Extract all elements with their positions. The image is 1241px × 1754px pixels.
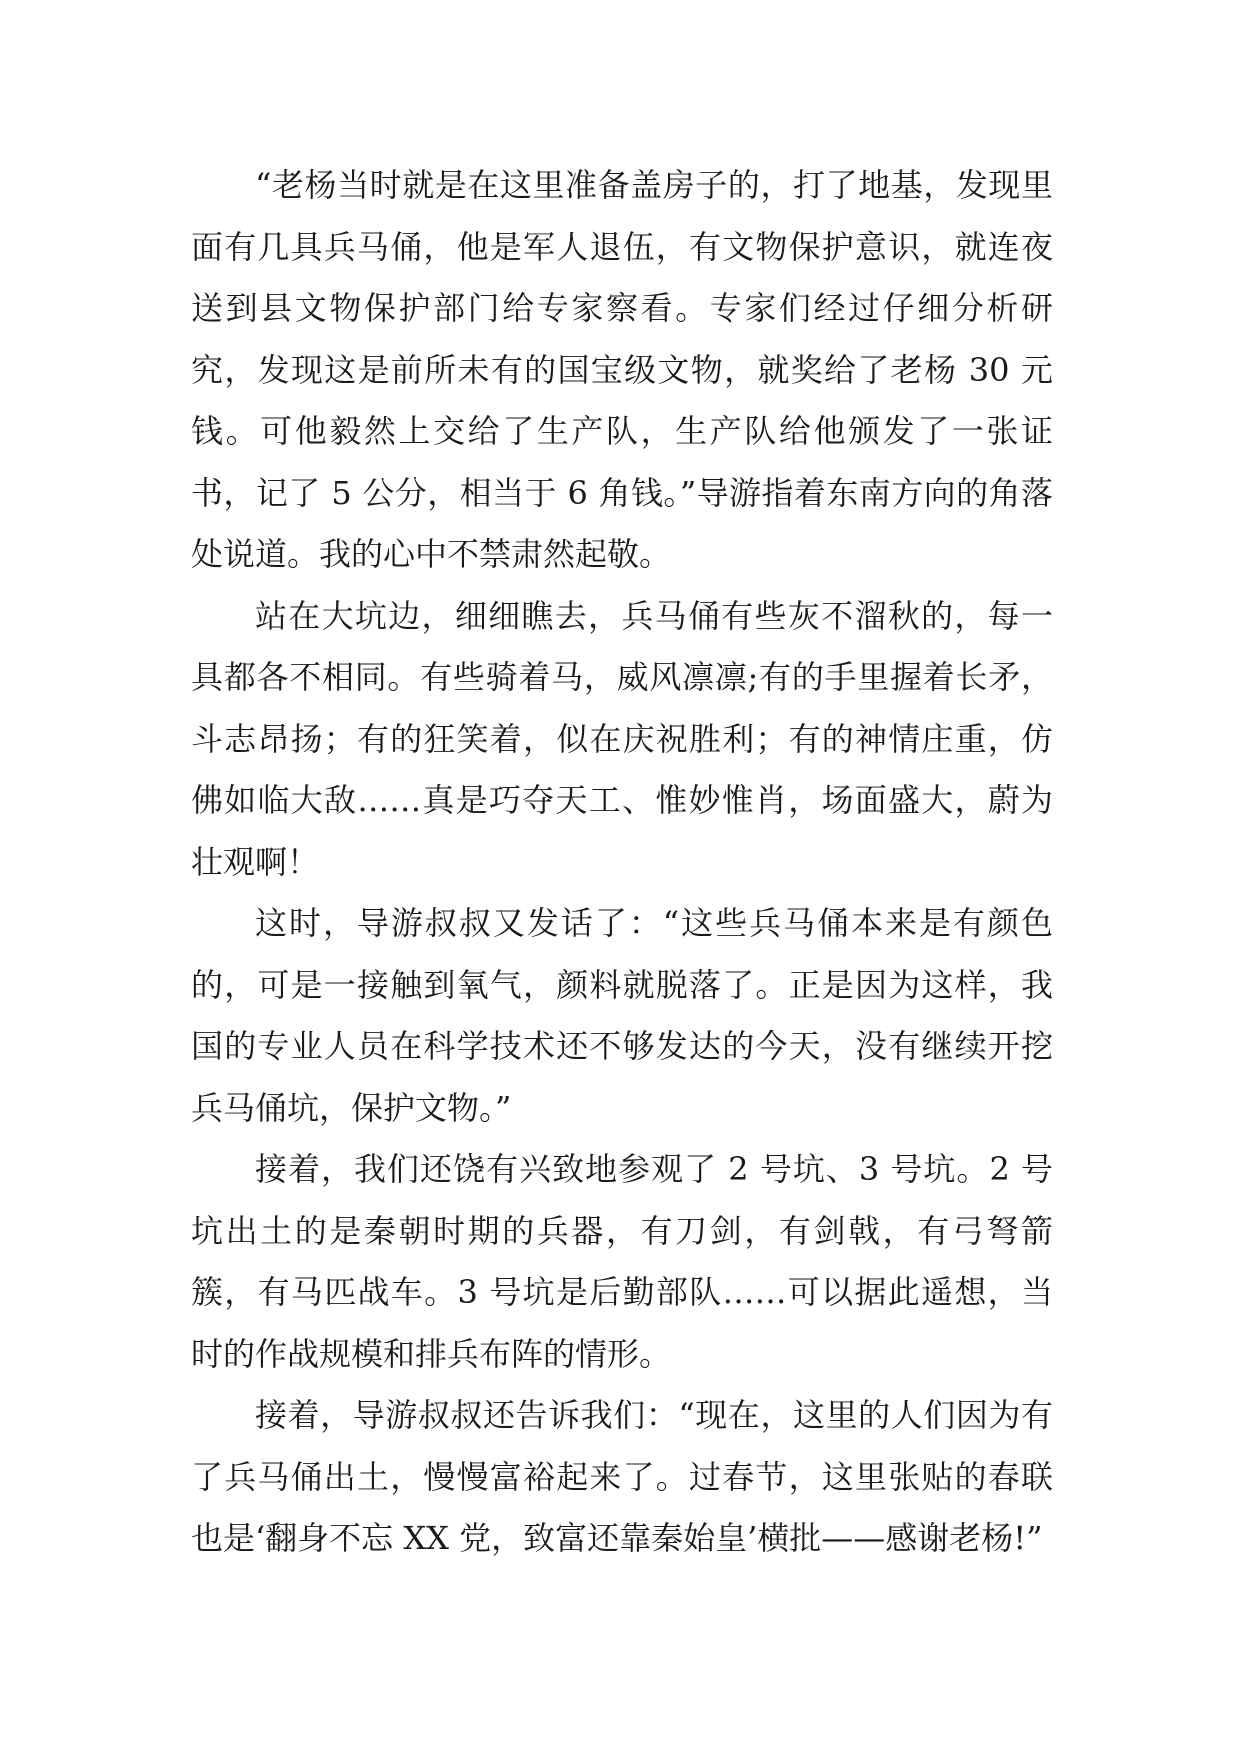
paragraph-3: 这时，导游叔叔又发话了：“这些兵马俑本来是有颜色的，可是一接触到氧气，颜料就脱落了。正是因为这样，我国的专业人员在科学技术还不够发达的今天，没有继续开挖兵马俑坑，保护文物。” xyxy=(191,904,1053,1127)
paragraph-1: “老杨当时就是在这里准备盖房子的，打了地基，发现里面有几具兵马俑，他是军人退伍，有文物保护意识，就连夜送到县文物保护部门给专家察看。专家们经过仔细分析研究，发现这是前所未有的国宝级文物，就奖给了老杨 30 元钱。可他毅然上交给了生产队，生产队给他颁发了一张证书，记了 5 公分，相当于 6 角钱。”导游指着东南方向的角落处说道。我的心中不禁肃然起敬。 xyxy=(191,166,1053,573)
paragraph-4: 接着，我们还饶有兴致地参观了 2 号坑、3 号坑。2 号坑出土的是秦朝时期的兵器，有刀剑，有剑戟，有弓弩箭簇，有马匹战车。3 号坑是后勤部队……可以据此遥想，当时的作战规模和排兵布阵的情形。 xyxy=(191,1150,1053,1373)
paragraph-2: 站在大坑边，细细瞧去，兵马俑有些灰不溜秋的，每一具都各不相同。有些骑着马，威风凛凛;有的手里握着长矛，斗志昂扬；有的狂笑着，似在庆祝胜利；有的神情庄重，仿佛如临大敌……真是巧夺天工、惟妙惟肖，场面盛大，蔚为壮观啊！ xyxy=(191,596,1053,881)
paragraph-5: 接着，导游叔叔还告诉我们：“现在，这里的人们因为有了兵马俑出土，慢慢富裕起来了。过春节，这里张贴的春联也是‘翻身不忘 XX 党，致富还靠秦始皇’横批——感谢老杨!” xyxy=(191,1396,1053,1557)
document-body xyxy=(191,155,1053,1570)
